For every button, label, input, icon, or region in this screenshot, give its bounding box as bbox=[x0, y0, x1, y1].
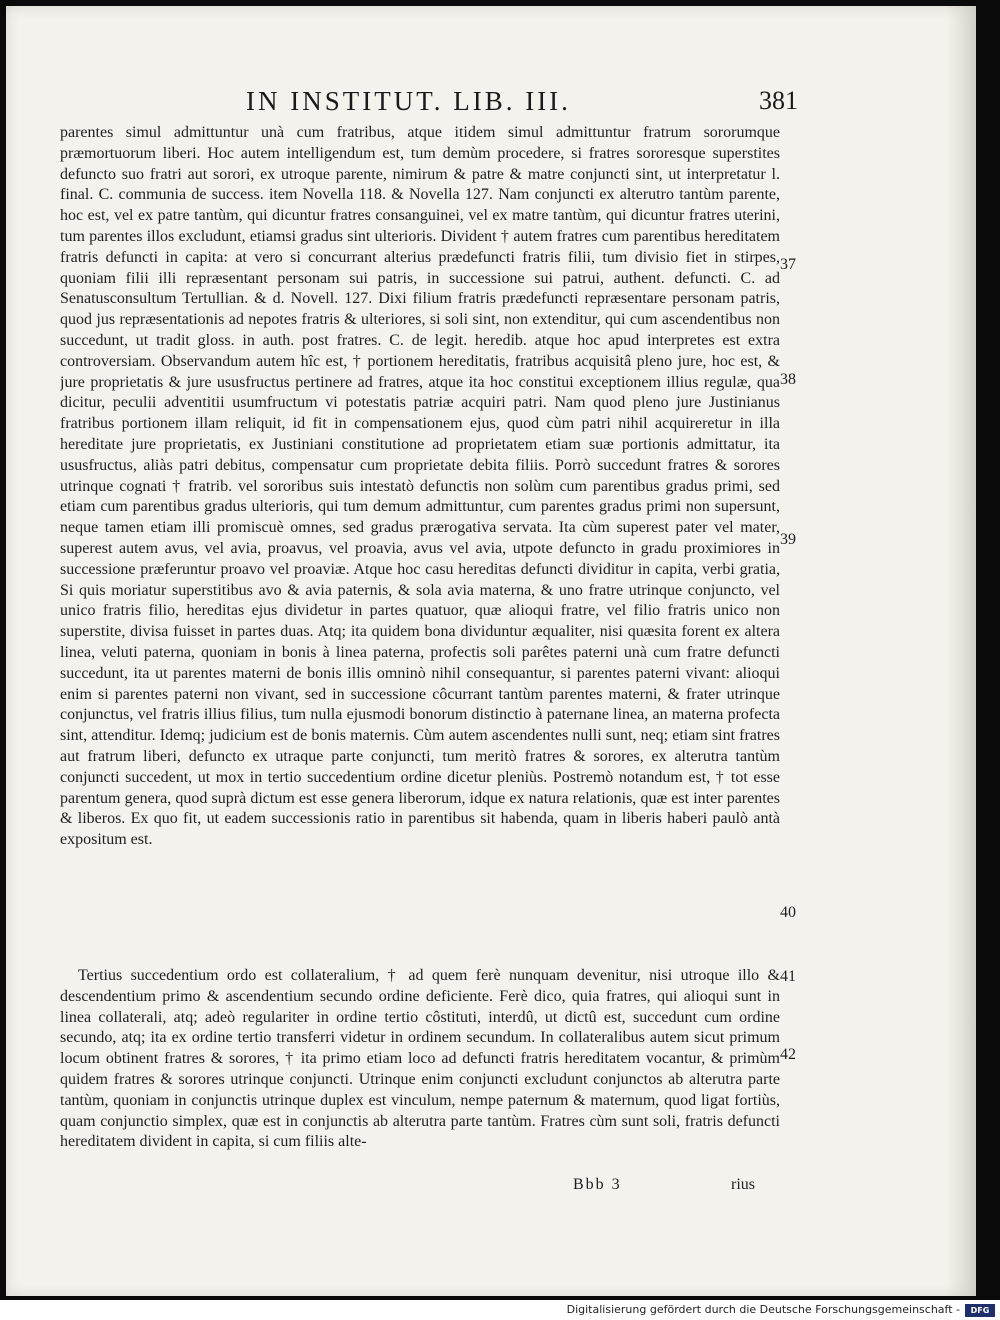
catchword: rius bbox=[731, 1176, 755, 1193]
margin-number: 42 bbox=[780, 1046, 796, 1063]
book-page bbox=[6, 6, 976, 1296]
body-paragraph: parentes simul admittuntur unà cum fratribus, atque itidem simul admittuntur fratrum sororumque præmortuorum liberi. Hoc autem intelligendum est, tum demùm procedere, si fratres sororesque superstites defuncto suo fratri aut sorori, ex utroque parente, nimirum & patre & matre conjuncti sint, ut interpretatur l. final. C. communia de success. item Novella 118. & Novella 127. Nam conjuncti ex alterutro tantùm parente, hoc est, vel ex patre tantùm, qui dicuntur fratres consanguinei, vel ex matre tantùm, qui dicuntur fratres uterini, tum parentes illos excludunt, etiamsi gradus sint ulterioris. Divident † autem fratres cum parentibus hereditatem fratris defuncti in capita: at vero si concurrant alterius prædefuncti fratris filii, tum divisio fiet in stirpes, quoniam filii illi repræsentant personam sui patris, in successione sui patrui, authent. defuncti. C. ad Senatusconsultum Tertullian. & d. Novell. 127. Dixi filium fratris prædefuncti repræsentare personam patris, quod jus repræsentationis ad nepotes fratris & ulteriores, si soli sint, non extenditur, qui cum ascendentibus non succedunt, ut tradit gloss. in auth. post fratres. C. de legit. heredib. atque hoc apud interpretes est extra controversiam. Observandum autem hîc est, † portionem hereditatis, fratribus acquisitâ pleno jure, hoc est, & jure proprietatis & jure ususfructus pertinere ad fratres, atque ita hoc constitui exceptionem illius regulæ, qua dicitur, peculii adventitii usumfructum vi potestatis patriæ acquiri patri. Nam quod pleno jure Justinianus fratribus portionem illam reliquit, id fit in compensationem ejus, quod cùm patri nihil acquireretur in illa hereditate jure proprietatis, ex Justiniani constitutione ad proprietatem etiam suæ portionis admittatur, ita ususfructus, aliàs patri debitus, compensatur cum proprietate debita filiis. Porrò succedunt fratres & sorores utrinque cognati † fratrib. vel sororibus suis intestatò defunctis non solùm cum parentibus gradus primi, sed etiam cum parentibus gradus ulterioris, qui tum demum admittuntur, cum parentes gradus primi non supersunt, neque tamen etiam illi promiscuè omnes, sed gradus prærogativa servata. Ita cùm superest pater vel mater, superest autem avus, vel avia, proavus, vel proavia, avus vel avia, utpote defuncto in gradu proximiores in successione præferuntur proavo vel proaviæ. Atque hoc casu hereditas defuncti dividitur in capita, verbi gratia, Si quis moriatur superstitibus avo & avia paternis, & sola avia materna, & uno fratre utrinque conjuncto, vel unico fratris filio, hereditas ejus dividetur in partes quatuor, quæ alioqui fratre, vel filio fratris unico non superstite, divisa fuisset in partes duas. Atq; ita quidem bona dividuntur æqualiter, nisi quæsita forent ex altera linea, veluti paterna, quoniam in bonis à linea paterna, profectis soli parêtes paterni unà cum fratre defuncti succedunt, ita ut parentes materni de bonis illis omninò nihil consequantur, si parentes paterni vivant: alioqui enim si parentes paterni non vivant, sed in successione côcurrant tantùm parentes materni, & frater utrinque conjunctus, vel fratris illius filius, tum nulla ejusmodi bonorum distinctio à paternane linea, an materna profecta sint, attenditur. Idemq; judicium est de bonis maternis. Cùm autem ascendentes nulli sunt, neq; etiam sint fratres aut fratrum liberi, defuncto ex utraque parte conjuncti, tum meritò fratres & sorores, ex alterutra tantùm conjuncti succedent, ut mox in tertio succedentium ordine dicetur pleniùs. Postremò notandum est, † tot esse parentum genera, quod suprà dictum est esse genera liberorum, idque ex natura relationis, quæ est inter parentes & liberos. Ex quo fit, ut eadem successionis ratio in parentibus sit habenda, quam in liberis haberi paulò antà expositum est. bbox=[60, 124, 780, 849]
margin-number: 39 bbox=[780, 531, 796, 548]
body-paragraph: Tertius succedentium ordo est collateralium, † ad quem ferè nunquam devenitur, nisi utroque illo & descendentium primo & ascendentium secundo ordine deficiente. Ferè dico, quia fratres, qui alioqui sunt in linea collaterali, atq; adeò regulariter in ordine tertio côstituti, interdû, ut dictû est, succedunt cum ordine secundo, atq; ita ex ordine tertio transferri videtur in ordinem secundum. In collateralibus autem sicut primum locum obtinent fratres & sorores, † ita primo etiam loco ad defuncti fratris hereditatem vocantur, & primùm quidem fratres & sorores utrinque conjuncti. Utrinque enim conjuncti excludunt conjunctos ab alterutra parte tantùm, quoniam in conjunctis utrinque duplex est vinculum, nempe paternum & maternum, quod ligat fortiùs, quam conjunctio simplex, quæ est in conjunctis ab alterutra parte tantùm. Fratres cùm sunt soli, fratris defuncti hereditatem divident in capita, si cum filiis alte- bbox=[60, 967, 780, 1151]
margin-number: 41 bbox=[780, 968, 796, 985]
margin-number: 37 bbox=[780, 256, 796, 273]
margin-number: 38 bbox=[780, 371, 796, 388]
digitization-credit: Digitalisierung gefördert durch die Deutsche Forschungsgemeinschaft - bbox=[566, 1303, 960, 1316]
digitization-footer bbox=[0, 1300, 1000, 1320]
margin-number: 40 bbox=[780, 904, 796, 921]
running-head: IN INSTITUT. LIB. III. bbox=[246, 86, 571, 116]
text-column bbox=[60, 123, 780, 1183]
page-number: 381 bbox=[759, 86, 798, 115]
dfg-logo-icon: DFG bbox=[965, 1304, 995, 1317]
signature-mark: Bbb 3 bbox=[573, 1176, 622, 1193]
